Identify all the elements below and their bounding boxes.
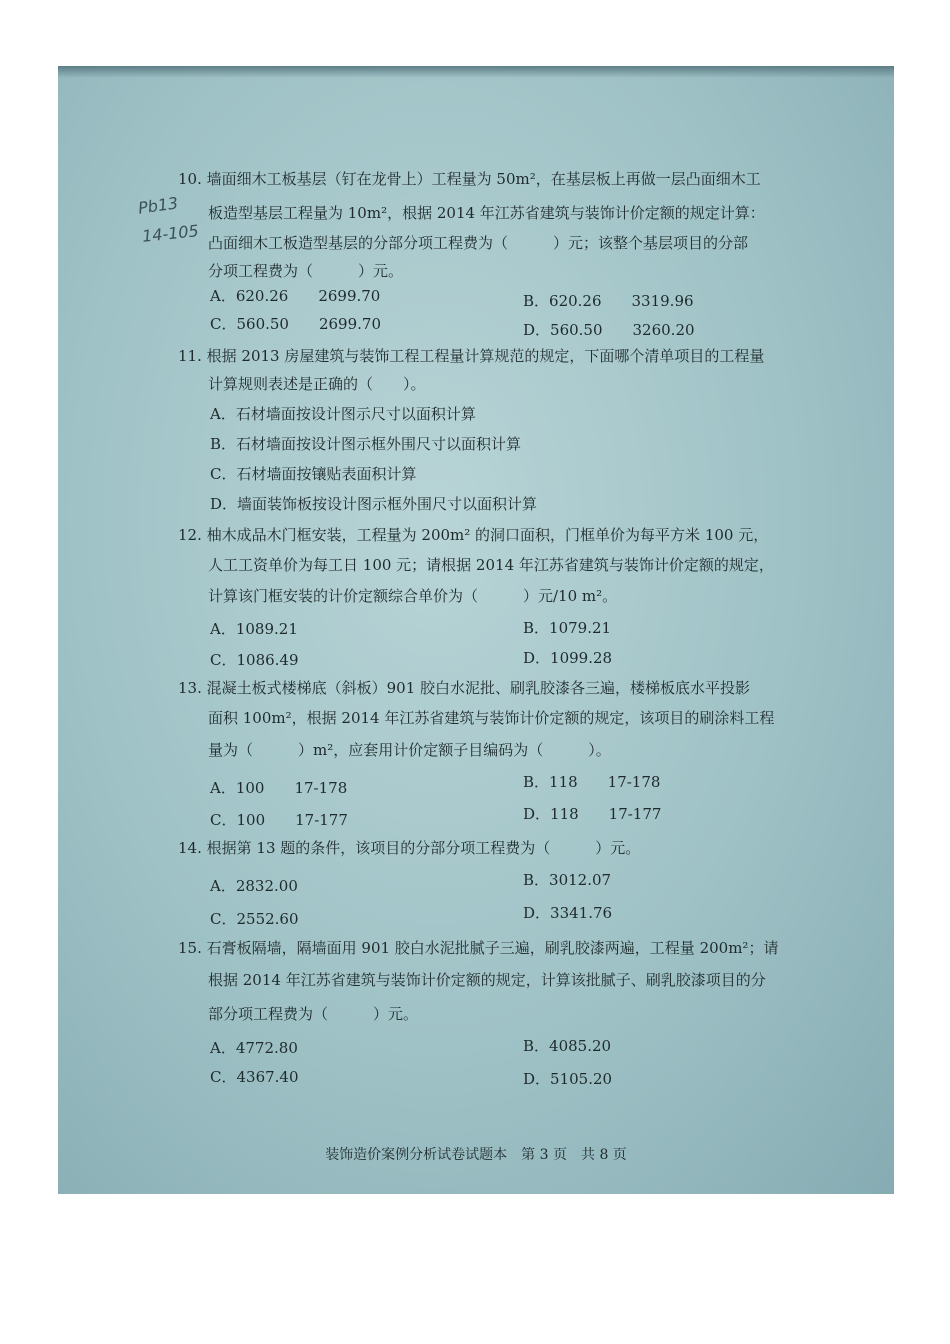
question-number: 10. 墙面细木工板基层（钉在龙骨上）工程量为 50m²，在基层板上再做一层凸面细木工 <box>178 170 761 188</box>
option-b: B．118 17-178 <box>523 773 661 791</box>
option-c: C．100 17-177 <box>210 811 348 829</box>
question-text: 根据 2014 年江苏省建筑与装饰计价定额的规定，计算该批腻子、刷乳胶漆项目的分 <box>208 971 766 989</box>
handwritten-note: Pb13 <box>136 193 180 218</box>
option-c: C．石材墙面按镶贴表面积计算 <box>210 465 417 483</box>
option-b: B．4085.20 <box>523 1037 612 1055</box>
option-c: C．2552.60 <box>210 910 299 928</box>
question-text: 分项工程费为（ ）元。 <box>208 262 404 280</box>
option-a: A．石材墙面按设计图示尺寸以面积计算 <box>210 405 476 423</box>
option-a: A．2832.00 <box>210 877 298 895</box>
question-text: 计算该门框安装的计价定额综合单价为（ ）元/10 m²。 <box>208 587 618 605</box>
question-text: 人工工资单价为每工日 100 元；请根据 2014 年江苏省建筑与装饰计价定额的规定， <box>208 556 774 574</box>
option-a: A．620.26 2699.70 <box>210 287 381 305</box>
option-c: C．4367.40 <box>210 1068 299 1086</box>
option-b: B．石材墙面按设计图示框外围尺寸以面积计算 <box>210 435 522 453</box>
handwritten-note: 14-105 <box>141 221 200 246</box>
option-d: D．560.50 3260.20 <box>523 321 695 339</box>
option-a: A．4772.80 <box>210 1039 298 1057</box>
question-number: 14. 根据第 13 题的条件，该项目的分部分项工程费为（ ）元。 <box>178 839 641 857</box>
option-b: B．620.26 3319.96 <box>523 292 694 310</box>
question-text: 量为（ ）m²，应套用计价定额子目编码为（ ）。 <box>208 741 611 759</box>
option-d: D．1099.28 <box>523 649 613 667</box>
question-text: 板造型基层工程量为 10m²，根据 2014 年江苏省建筑与装饰计价定额的规定计算： <box>208 204 765 222</box>
option-a: A．100 17-178 <box>210 779 348 797</box>
option-d: D．5105.20 <box>523 1070 613 1088</box>
question-number: 11. 根据 2013 房屋建筑与装饰工程工程量计算规范的规定，下面哪个清单项目的工程量 <box>178 347 765 365</box>
question-number: 15. 石膏板隔墙，隔墙面用 901 胶白水泥批腻子三遍，刷乳胶漆两遍，工程量 200m²；请 <box>178 939 779 957</box>
question-text: 计算规则表述是正确的（ ）。 <box>208 375 426 393</box>
question-text: 面积 100m²，根据 2014 年江苏省建筑与装饰计价定额的规定，该项目的刷涂料工程 <box>208 709 775 727</box>
question-text: 凸面细木工板造型基层的分部分项工程费为（ ）元；该整个基层项目的分部 <box>208 234 749 252</box>
photographed-page <box>58 66 894 1194</box>
option-d: D．118 17-177 <box>523 805 662 823</box>
option-a: A．1089.21 <box>210 620 298 638</box>
option-d: D．3341.76 <box>523 904 613 922</box>
question-number: 13. 混凝土板式楼梯底（斜板）901 胶白水泥批、刷乳胶漆各三遍，楼梯板底水平投影 <box>178 679 751 697</box>
option-c: C．560.50 2699.70 <box>210 315 381 333</box>
option-d: D．墙面装饰板按设计图示框外围尺寸以面积计算 <box>210 495 538 513</box>
question-text: 部分项工程费为（ ）元。 <box>208 1005 419 1023</box>
option-c: C．1086.49 <box>210 651 299 669</box>
option-b: B．1079.21 <box>523 619 612 637</box>
page-footer: 装饰造价案例分析试卷试题本 第 3 页 共 8 页 <box>325 1147 627 1163</box>
question-number: 12. 柚木成品木门框安装，工程量为 200m² 的洞口面积，门框单价为每平方米 100 元， <box>178 526 769 544</box>
option-b: B．3012.07 <box>523 871 612 889</box>
